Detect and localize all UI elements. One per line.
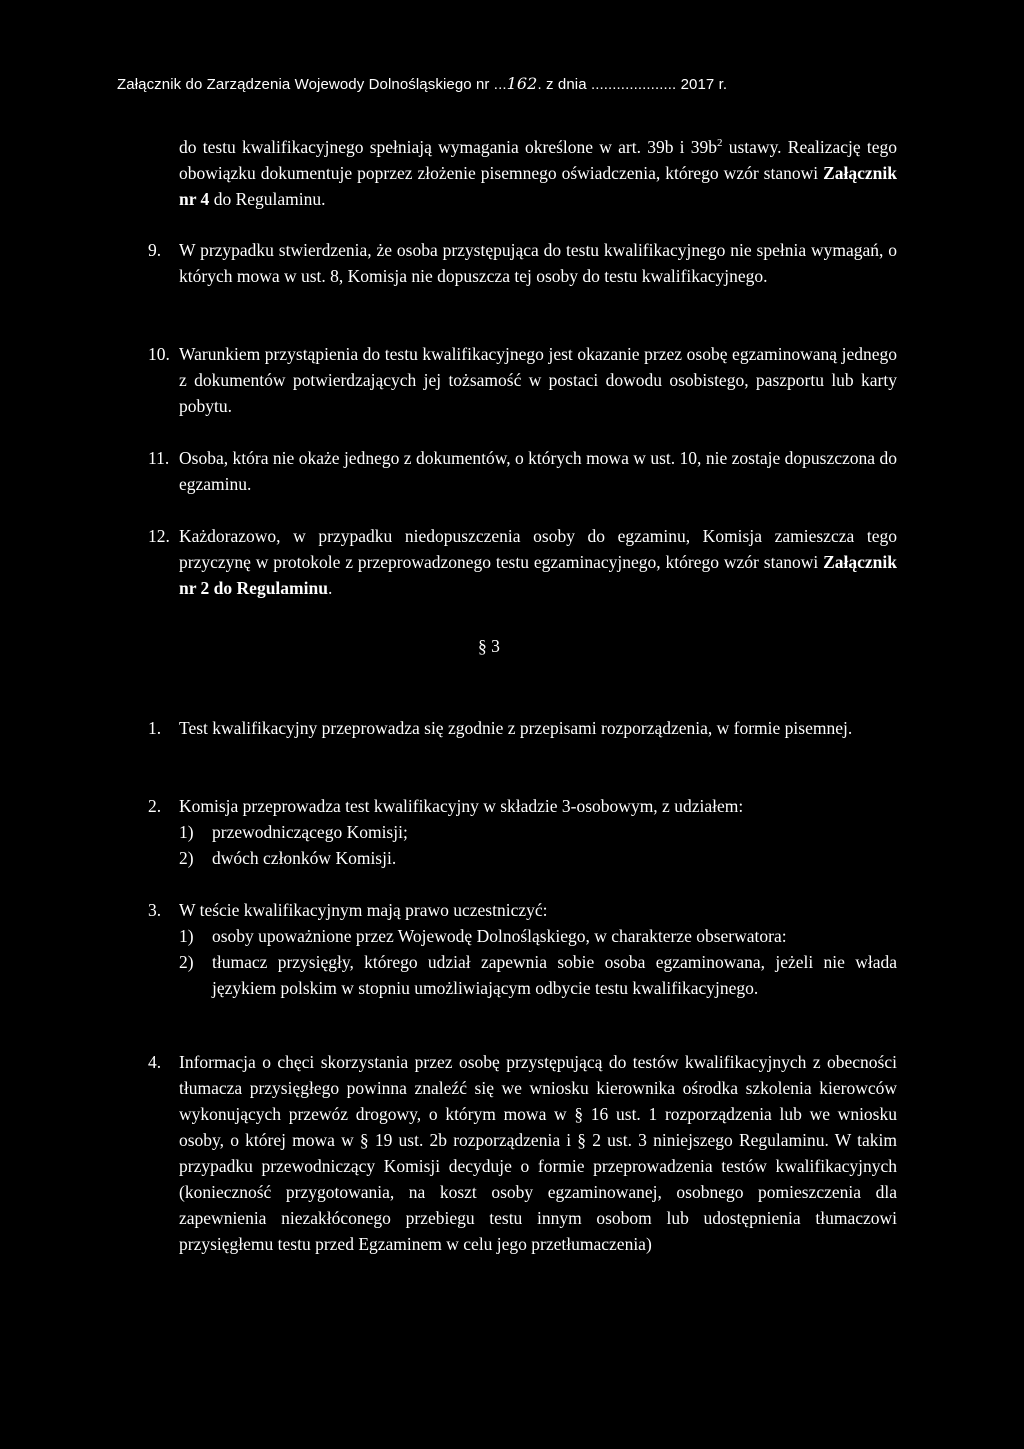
s2-number: 2.: [148, 796, 162, 816]
p9-number: 9.: [148, 240, 162, 260]
s3-text: W teście kwalifikacyjnym mają prawo uczestniczyć:: [179, 900, 548, 920]
section3-item-2: [148, 793, 897, 871]
section3-item-4: [148, 1049, 897, 1257]
section3-item-3: [148, 897, 897, 1001]
s2-subitem-2: [179, 845, 897, 871]
s3-subitem-2: [179, 949, 897, 1001]
p10-number: 10.: [148, 344, 170, 364]
p10-text: Warunkiem przystąpienia do testu kwalifikacyjnego jest okazanie przez osobę egzaminowaną jednego z dokumentów potwierdzających jej tożsamość w postaci dowodu osobistego, paszportu lub karty pobytu.: [179, 344, 897, 416]
paragraph-12: [148, 523, 897, 601]
p12-end: .: [327, 578, 333, 598]
p11-number: 11.: [148, 448, 170, 468]
header-dots-2: .: [537, 76, 542, 93]
s3-subitem-1-text: osoby upoważnione przez Wojewodę Dolnośląskiego, w charakterze obserwatora:: [212, 926, 787, 946]
p12-number: 12.: [148, 526, 170, 546]
paragraph-9: [148, 237, 897, 289]
header-prefix: Załącznik do Zarządzenia Wojewody Dolnośląskiego nr: [117, 76, 490, 93]
paragraph-11: [148, 445, 897, 497]
section-heading: § 3: [478, 636, 500, 656]
paragraph-10: [148, 341, 897, 419]
s2-subitem-1: [179, 819, 897, 845]
header-dots-1: ...: [493, 76, 507, 93]
p9-text: W przypadku stwierdzenia, że osoba przystępująca do testu kwalifikacyjnego nie spełnia wymagań, o których mowa w ust. 8, Komisja nie dopuszcza tej osoby do testu kwalifikacyjnego.: [179, 240, 897, 286]
p12-attachment-ref: Załącznik nr 2 do Regulaminu: [179, 552, 897, 598]
p8-superscript: 2: [717, 137, 723, 150]
s2-subitem-1-number: 1): [179, 822, 194, 842]
s2-text: Komisja przeprowadza test kwalifikacyjny w składzie 3-osobowym, z udziałem:: [179, 796, 744, 816]
s3-subitem-1-number: 1): [179, 926, 194, 946]
s4-number: 4.: [148, 1052, 162, 1072]
document-header: [117, 74, 727, 93]
p8-text-c: do Regulaminu.: [209, 189, 326, 209]
header-year: 2017 r.: [680, 76, 728, 93]
s3-number: 3.: [148, 900, 162, 920]
p12-text: Każdorazowo, w przypadku niedopuszczenia osoby do egzaminu, Komisja zamieszcza tego przyczynę w protokole z przeprowadzonego testu egzaminacyjnego, którego wzór stanowi: [179, 526, 897, 572]
s1-text: Test kwalifikacyjny przeprowadza się zgodnie z przepisami rozporządzenia, w formie pisemnej.: [179, 718, 853, 738]
s2-subitem-2-number: 2): [179, 848, 194, 868]
s3-subitem-2-number: 2): [179, 952, 194, 972]
s2-subitem-1-text: przewodniczącego Komisji;: [212, 822, 408, 842]
s4-text: Informacja o chęci skorzystania przez osobę przystępującą do testów kwalifikacyjnych z obecności tłumacza przysięgłego powinna znaleźć się we wniosku kierownika ośrodka szkolenia kierowców wykonujących przewóz drogowy, o którym mowa w § 16 ust. 1 rozporządzenia lub we wniosku osoby, o której mowa w § 19 ust. 2b rozporządzenia i § 2 ust. 3 niniejszego Regulaminu. W takim przypadku przewodniczący Komisji decyduje o formie przeprowadzenia testów kwalifikacyjnych (konieczność przygotowania, na koszt osoby egzaminowanej, osobnego pomieszczenia dla zapewnienia niezakłóconego przebiegu testu innym osobom lub udostępnienia tłumaczowi przysięgłemu testu przed Egzaminem w celu jego przetłumaczenia): [179, 1052, 897, 1254]
s3-subitem-2-text: tłumacz przysięgły, którego udział zapewnia sobie osoba egzaminowana, jeżeli nie włada językiem polskim w stopniu umożliwiającym odbycie testu kwalifikacyjnego.: [212, 952, 897, 998]
p8-attachment-ref: Załącznik nr 4: [179, 163, 897, 209]
p8-text-b: ustawy. Realizację tego obowiązku dokumentuje poprzez złożenie pisemnego oświadczenia, którego wzór stanowi: [179, 137, 897, 183]
section3-item-1: [148, 715, 897, 741]
s3-subitem-1: [179, 923, 897, 949]
p8-text-a: do testu kwalifikacyjnego spełniają wymagania określone w art. 39b i 39b: [179, 137, 718, 157]
s1-number: 1.: [148, 718, 162, 738]
p11-text: Osoba, która nie okaże jednego z dokumentów, o których mowa w ust. 10, nie zostaje dopuszczona do egzaminu.: [179, 448, 897, 494]
handwritten-number: 162: [506, 74, 538, 93]
paragraph-8-continuation: [179, 134, 897, 212]
header-date-label: z dnia: [546, 76, 587, 93]
s2-subitem-2-text: dwóch członków Komisji.: [212, 848, 397, 868]
header-date-dots: ....................: [590, 76, 677, 93]
